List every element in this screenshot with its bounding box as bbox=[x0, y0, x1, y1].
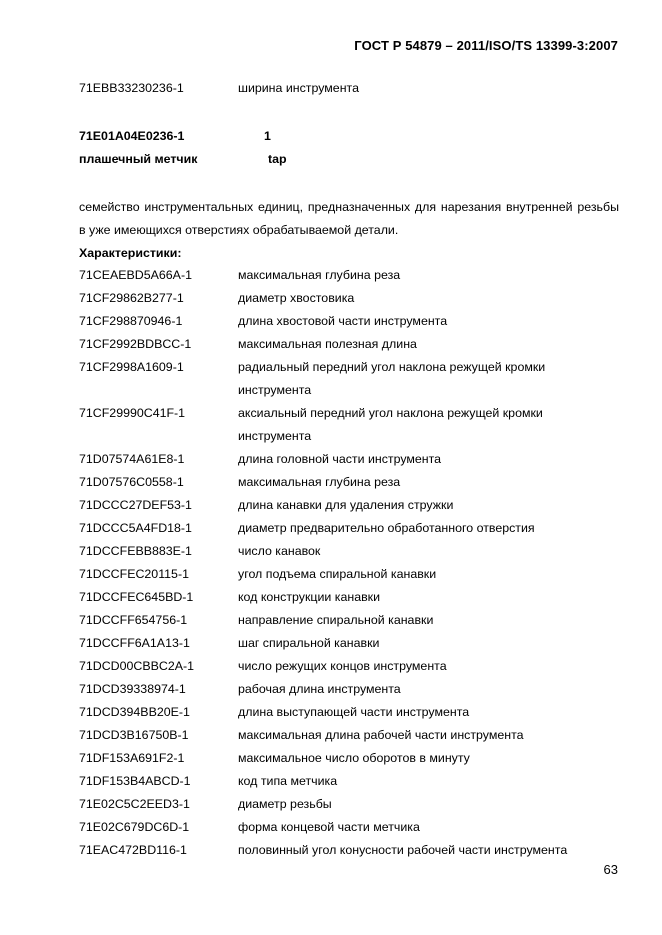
list-item bbox=[79, 356, 619, 402]
item-description: диаметр резьбы bbox=[238, 797, 332, 811]
list-item bbox=[79, 448, 619, 471]
item-description: форма концевой части метчика bbox=[238, 820, 420, 834]
item-code: 71DCCFF654756-1 bbox=[79, 613, 188, 627]
item-code: 71DF153A691F2-1 bbox=[79, 751, 185, 765]
list-item bbox=[79, 632, 619, 655]
list-item bbox=[79, 517, 619, 540]
item-description: максимальная глубина реза bbox=[238, 268, 401, 282]
class-entry-level: 1 bbox=[264, 129, 271, 143]
item-description: шаг спиральной канавки bbox=[238, 636, 380, 650]
item-code: 71E02C679DC6D-1 bbox=[79, 820, 190, 834]
definition-paragraph: семейство инструментальных единиц, предназначенных для нарезания внутренней резьбы в уже имеющихся отверстиях обрабатываемой детали. bbox=[79, 200, 619, 237]
characteristics-heading: Характеристики: bbox=[79, 246, 182, 260]
document-header: ГОСТ Р 54879 – 2011/ISO/TS 13399-3:2007 bbox=[354, 38, 618, 53]
item-code: 71CF29862B277-1 bbox=[79, 291, 184, 305]
item-description: длина хвостовой части инструмента bbox=[238, 314, 448, 328]
list-item bbox=[79, 793, 619, 816]
item-code: 71DCCC27DEF53-1 bbox=[79, 498, 192, 512]
item-description: код конструкции канавки bbox=[238, 590, 381, 604]
list-item bbox=[79, 402, 619, 448]
list-item bbox=[79, 540, 619, 563]
item-code: 71CF2992BDBCC-1 bbox=[79, 337, 192, 351]
item-description: число канавок bbox=[238, 544, 321, 558]
item-code: 71E02C5C2EED3-1 bbox=[79, 797, 190, 811]
list-item bbox=[79, 724, 619, 747]
item-code: 71CF298870946-1 bbox=[79, 314, 183, 328]
item-code: 71CF29990C41F-1 bbox=[79, 406, 186, 420]
item-code: 71DCD394BB20E-1 bbox=[79, 705, 190, 719]
item-description: диаметр предварительно обработанного отверстия bbox=[238, 521, 535, 535]
item-code: 71DCD3B16750B-1 bbox=[79, 728, 189, 742]
item-code: 71D07576C0558-1 bbox=[79, 475, 184, 489]
item-description: код типа метчика bbox=[238, 774, 338, 788]
item-description: число режущих концов инструмента bbox=[238, 659, 447, 673]
list-item bbox=[79, 586, 619, 609]
list-item bbox=[79, 747, 619, 770]
item-description: длина выступающей части инструмента bbox=[238, 705, 470, 719]
list-item bbox=[79, 839, 619, 862]
item-description: максимальная глубина реза bbox=[238, 475, 401, 489]
item-code: 71DCD39338974-1 bbox=[79, 682, 186, 696]
list-item bbox=[79, 609, 619, 632]
list-item bbox=[79, 287, 619, 310]
class-entry-name-en: tap bbox=[268, 152, 287, 166]
list-item bbox=[79, 310, 619, 333]
list-item bbox=[79, 655, 619, 678]
list-item bbox=[79, 333, 619, 356]
item-description: направление спиральной канавки bbox=[238, 613, 434, 627]
item-description: угол подъема спиральной канавки bbox=[238, 567, 437, 581]
list-item bbox=[79, 770, 619, 793]
list-item bbox=[79, 494, 619, 517]
item-code: 71CEAEBD5A66A-1 bbox=[79, 268, 192, 282]
item-code: 71EAC472BD116-1 bbox=[79, 843, 187, 857]
item-description: максимальная длина рабочей части инструмента bbox=[238, 728, 524, 742]
item-code: 71DF153B4ABCD-1 bbox=[79, 774, 191, 788]
item-code: 71DCCFF6A1A13-1 bbox=[79, 636, 190, 650]
class-entry-name-ru: плашечный метчик bbox=[79, 152, 198, 166]
list-item bbox=[79, 563, 619, 586]
item-description: длина канавки для удаления стружки bbox=[238, 498, 454, 512]
class-entry-code: 71E01A04E0236-1 bbox=[79, 129, 185, 143]
list-item bbox=[79, 264, 619, 287]
item-code: 71DCCC5A4FD18-1 bbox=[79, 521, 192, 535]
item-description: длина головной части инструмента bbox=[238, 452, 442, 466]
list-item bbox=[79, 471, 619, 494]
page-number: 63 bbox=[603, 862, 618, 877]
item-description: рабочая длина инструмента bbox=[238, 682, 401, 696]
list-item bbox=[79, 816, 619, 839]
top-entry-code: 71EBB33230236-1 bbox=[79, 81, 184, 95]
item-code: 71DCCFEC20115-1 bbox=[79, 567, 189, 581]
item-code: 71CF2998A1609-1 bbox=[79, 360, 184, 374]
top-entry-description: ширина инструмента bbox=[238, 81, 359, 95]
item-description: максимальное число оборотов в минуту bbox=[238, 751, 470, 765]
item-description: радиальный передний угол наклона режущей кромки инструмента bbox=[238, 360, 546, 397]
item-code: 71DCD00CBBC2A-1 bbox=[79, 659, 195, 673]
item-description: максимальная полезная длина bbox=[238, 337, 417, 351]
item-description: диаметр хвостовика bbox=[238, 291, 355, 305]
list-item bbox=[79, 678, 619, 701]
item-code: 71D07574A61E8-1 bbox=[79, 452, 185, 466]
item-description: половинный угол конусности рабочей части инструмента bbox=[238, 843, 568, 857]
item-description: аксиальный передний угол наклона режущей кромки инструмента bbox=[238, 406, 543, 443]
list-item bbox=[79, 701, 619, 724]
item-code: 71DCCFEC645BD-1 bbox=[79, 590, 194, 604]
item-code: 71DCCFEBB883E-1 bbox=[79, 544, 192, 558]
